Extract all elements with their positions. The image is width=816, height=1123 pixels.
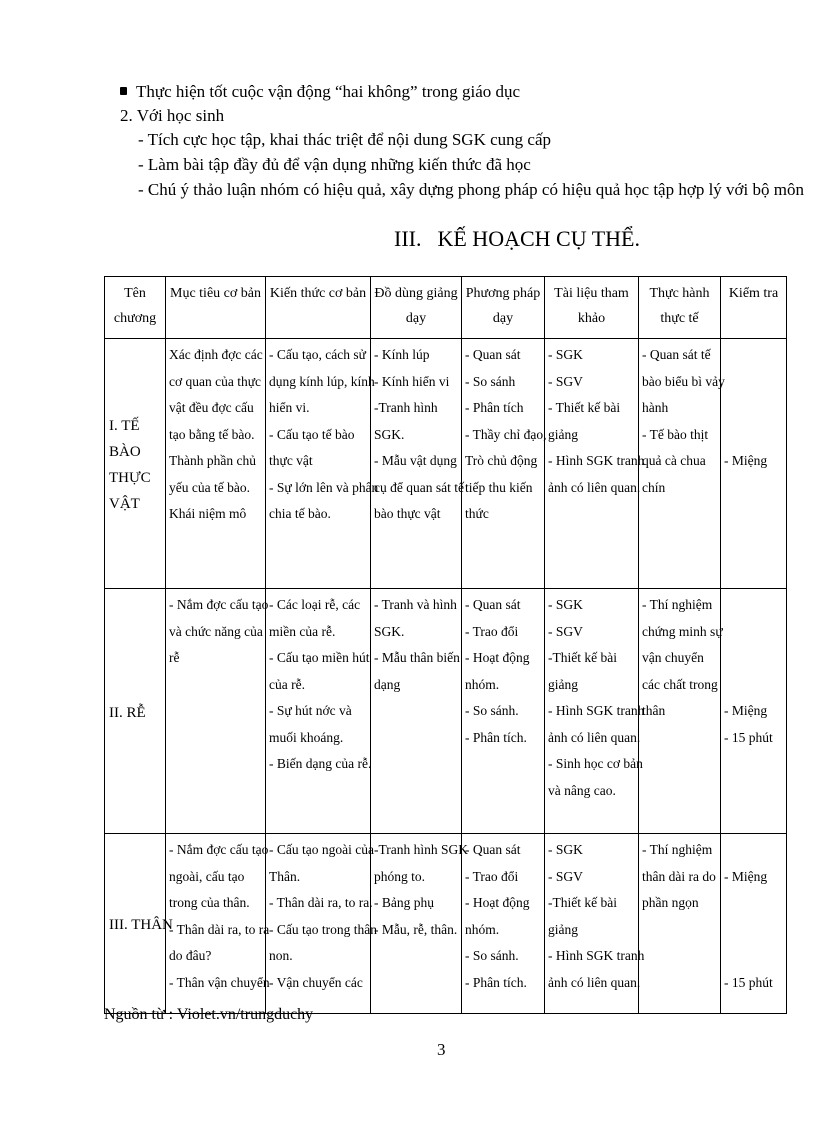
cell-line: - Quan sát tế (642, 347, 711, 362)
cell-line: - Tranh và hình (374, 597, 457, 612)
cell-line: trong của thân. (169, 895, 250, 910)
references-cell (545, 339, 645, 589)
cell-line (724, 672, 783, 699)
section-heading (394, 226, 640, 252)
methods-cell (462, 834, 545, 1014)
cell-line: tạo bằng tế bào. (169, 426, 255, 442)
table-row (105, 589, 787, 834)
cell-line (724, 395, 783, 422)
knowledge-cell (266, 589, 371, 834)
cell-line: - Sự lớn lên và phân (269, 479, 379, 495)
materials-cell (371, 589, 462, 834)
cell-line: - Hoạt động (465, 895, 530, 910)
assessment-cell (721, 589, 787, 834)
objectives-cell (166, 339, 266, 589)
cell-line: vật đều đợc cấu (169, 400, 254, 415)
cell-line: - Miệng (724, 703, 768, 718)
cell-line: hiển vi. (269, 400, 310, 415)
cell-line: - Thiết kế bài (548, 400, 621, 415)
cell-line: thức (465, 506, 489, 521)
cell-line: - Miệng (724, 453, 768, 468)
cell-line: - Thân dài ra, to ra (169, 921, 270, 937)
cell-line: III. THÂN (109, 917, 173, 933)
col-header-objectives: Mục tiêu cơ bản (166, 277, 266, 339)
cell-line: - SGV (548, 623, 583, 639)
knowledge-cell (266, 834, 377, 1014)
cell-line: - Mẫu thân biến (374, 650, 460, 665)
cell-line: thân (642, 703, 666, 718)
cell-line: hành (642, 400, 669, 415)
table-row (105, 834, 787, 1014)
cell-line: - Thí nghiệm (642, 842, 713, 857)
cell-line: các chất trong (642, 676, 718, 692)
cell-line: - Phân tích. (465, 729, 527, 745)
cell-line: - Quan sát (465, 842, 521, 857)
cell-line: - SGK (548, 597, 583, 612)
cell-line: - Tế bào thịt (642, 426, 709, 442)
plan-table (104, 276, 787, 1014)
student-item-1: - Tích cực học tập, khai thác triệt để nội dung SGK cung cấp (138, 130, 551, 149)
cell-line: - Thầy chỉ đạo, (465, 426, 547, 442)
bullet-text: Thực hiện tốt cuộc vận động “hai không” trong giáo dục (136, 82, 521, 101)
cell-line: do đâu? (169, 948, 212, 963)
cell-line: nhóm. (465, 676, 500, 692)
cell-line: giảng (548, 426, 578, 442)
cell-line: - Quan sát (465, 347, 521, 362)
cell-line: -Thiết kế bài (548, 650, 617, 665)
cell-line: cụ để quan sát tế (374, 479, 464, 495)
cell-line: - 15 phút (724, 729, 773, 745)
cell-line: - Cấu tạo ngoài của (269, 842, 374, 857)
cell-line: - Cấu tạo tế bào (269, 426, 355, 442)
practice-cell (639, 589, 721, 834)
cell-line: - Miệng (724, 868, 768, 884)
cell-line: - Mẫu, rễ, thân. (374, 921, 458, 937)
cell-line (724, 645, 783, 672)
cell-line: Thân. (269, 868, 301, 884)
objectives-cell (166, 834, 270, 1014)
cell-line: phóng to. (374, 868, 426, 884)
student-item-3: - Chú ý thảo luận nhóm có hiệu quả, xây dựng phong pháp có hiệu quả học tập hợp lý với bộ môn (138, 180, 804, 199)
references-cell (545, 834, 645, 1014)
cell-line: dạng (374, 676, 401, 692)
cell-line: của rễ. (269, 676, 305, 692)
cell-line: giảng (548, 676, 578, 692)
assessment-cell (721, 834, 787, 1014)
bullet-item (120, 82, 520, 102)
cell-line: cơ quan của thực (169, 373, 262, 389)
col-header-references: Tài liệu tham khảo (545, 277, 639, 339)
cell-line: - Vận chuyển các (269, 974, 363, 990)
cell-line: bào biểu bì vảy (642, 373, 725, 389)
cell-line: - Thân vận chuyển (169, 974, 270, 990)
cell-line: chia tế bào. (269, 506, 331, 521)
cell-line: Trò chủ động (465, 453, 538, 468)
cell-line: - Cấu tạo miền hút (269, 650, 370, 665)
chapter-name-cell (105, 834, 173, 1014)
cell-line: II. RỄ (109, 704, 146, 721)
cell-line: - So sánh. (465, 703, 519, 718)
cell-line: - Hình SGK tranh (548, 948, 645, 963)
cell-line: ảnh có liên quan. (548, 729, 641, 745)
materials-cell (371, 339, 462, 589)
cell-line: THỰC (109, 470, 151, 486)
chapter-name-cell (105, 589, 166, 834)
cell-line: miền của rễ. (269, 623, 336, 639)
cell-line: giảng (548, 921, 578, 937)
knowledge-cell (266, 339, 379, 589)
table-header-row (105, 277, 787, 339)
cell-line: vận chuyển (642, 650, 704, 665)
page-number: 3 (437, 1040, 446, 1059)
methods-cell (462, 339, 545, 589)
cell-line: - Phân tích. (465, 974, 527, 990)
cell-line: muối khoáng. (269, 729, 344, 745)
col-header-knowledge: Kiến thức cơ bản (266, 277, 371, 339)
heading-title: KẾ HOẠCH CỤ THỂ. (437, 226, 640, 251)
cell-line: Thành phần chủ (169, 453, 256, 468)
cell-line (724, 943, 783, 970)
cell-line: - SGV (548, 373, 583, 389)
cell-line (724, 890, 783, 917)
plan-table-container (104, 276, 786, 1002)
cell-line: chứng minh sự (642, 623, 723, 639)
cell-line: SGK. (374, 426, 405, 442)
cell-line: - SGV (548, 868, 583, 884)
cell-line: Khái niệm mô (169, 506, 247, 521)
cell-line: -Thiết kế bài (548, 895, 617, 910)
heading-number: III. (394, 226, 422, 251)
cell-line (724, 917, 783, 944)
cell-line: - Kính hiển vi (374, 373, 450, 389)
cell-line (724, 422, 783, 449)
col-header-practice: Thực hành thực tế (639, 277, 721, 339)
cell-line: SGK. (374, 623, 405, 639)
cell-line: - Sự hút nớc và (269, 703, 352, 718)
cell-line: - Nắm đợc cấu tạo (169, 597, 269, 612)
cell-line: ngoài, cấu tạo (169, 868, 245, 884)
cell-line: nhóm. (465, 921, 500, 937)
cell-line: - Hình SGK tranh (548, 703, 645, 718)
cell-line: - Phân tích (465, 400, 524, 415)
cell-line (724, 837, 783, 864)
practice-cell (639, 834, 721, 1014)
cell-line: - So sánh. (465, 948, 519, 963)
cell-line: quả cà chua (642, 453, 706, 468)
cell-line: - SGK (548, 347, 583, 362)
cell-line: bào thực vật (374, 506, 441, 521)
student-item-2: - Làm bài tập đầy đủ để vận dụng những kiến thức đã học (138, 155, 531, 174)
cell-line: phần ngọn (642, 895, 699, 910)
cell-line: - Mẫu vật dụng (374, 453, 457, 468)
cell-line: Xác định đợc các (169, 347, 263, 362)
cell-line: -Tranh hình SGK (374, 842, 469, 857)
cell-line: ảnh có liên quan. (548, 974, 641, 990)
chapter-name-cell (105, 339, 166, 589)
cell-line: - Thí nghiệm (642, 597, 713, 612)
cell-line: - Sinh học cơ bản (548, 756, 643, 771)
cell-line: BÀO (109, 444, 141, 460)
cell-line: - Cấu tạo, cách sử (269, 347, 366, 362)
cell-line: non. (269, 948, 293, 963)
assessment-cell (721, 339, 787, 589)
cell-line (724, 592, 783, 619)
cell-line: rễ (169, 650, 180, 665)
bullet-icon (120, 87, 127, 95)
col-header-assessment: Kiểm tra (721, 277, 787, 339)
section-2-title: 2. Với học sinh (120, 106, 225, 125)
col-header-materials: Đồ dùng giảng dạy (371, 277, 462, 339)
cell-line: - Hoạt động (465, 650, 530, 665)
cell-line: - Quan sát (465, 597, 521, 612)
cell-line: - Các loại rễ, các (269, 597, 361, 612)
cell-line: - Nắm đợc cấu tạo (169, 842, 269, 857)
cell-line: -Tranh hình (374, 400, 438, 415)
cell-line: và nâng cao. (548, 782, 616, 798)
cell-line: - Trao đổi (465, 868, 519, 884)
cell-line: VẬT (109, 496, 140, 512)
cell-line: ảnh có liên quan. (548, 479, 641, 495)
cell-line (724, 619, 783, 646)
table-row (105, 339, 787, 589)
cell-line (724, 342, 783, 369)
objectives-cell (166, 589, 269, 834)
practice-cell (639, 339, 725, 589)
source-note: Nguồn từ : Violet.vn/trungduchy (104, 1006, 314, 1023)
cell-line: - Cấu tạo trong thân (269, 921, 377, 937)
cell-line: - Biến dạng của rễ. (269, 756, 372, 771)
cell-line: tiếp thu kiến (465, 479, 533, 495)
cell-line: - Thân dài ra, to ra. (269, 895, 373, 910)
cell-line: và chức năng của (169, 623, 263, 639)
cell-line: thực vật (269, 453, 313, 468)
methods-cell (462, 589, 545, 834)
cell-line (724, 369, 783, 396)
cell-line: chín (642, 479, 666, 495)
cell-line: dụng kính lúp, kính (269, 373, 375, 389)
col-header-methods: Phương pháp dạy (462, 277, 545, 339)
cell-line: yếu của tế bào. (169, 479, 250, 495)
cell-line: - Kính lúp (374, 347, 430, 362)
cell-line: - 15 phút (724, 974, 773, 990)
cell-line: - SGK (548, 842, 583, 857)
cell-line: - So sánh (465, 373, 516, 389)
cell-line: I. TẾ (109, 418, 140, 434)
references-cell (545, 589, 645, 834)
cell-line: - Trao đổi (465, 623, 519, 639)
col-header-chapter: Tên chương (105, 277, 166, 339)
cell-line: - Bảng phụ (374, 895, 434, 910)
cell-line: - Hình SGK tranh (548, 453, 645, 468)
cell-line: thân dài ra do (642, 868, 716, 884)
materials-cell (371, 834, 469, 1014)
